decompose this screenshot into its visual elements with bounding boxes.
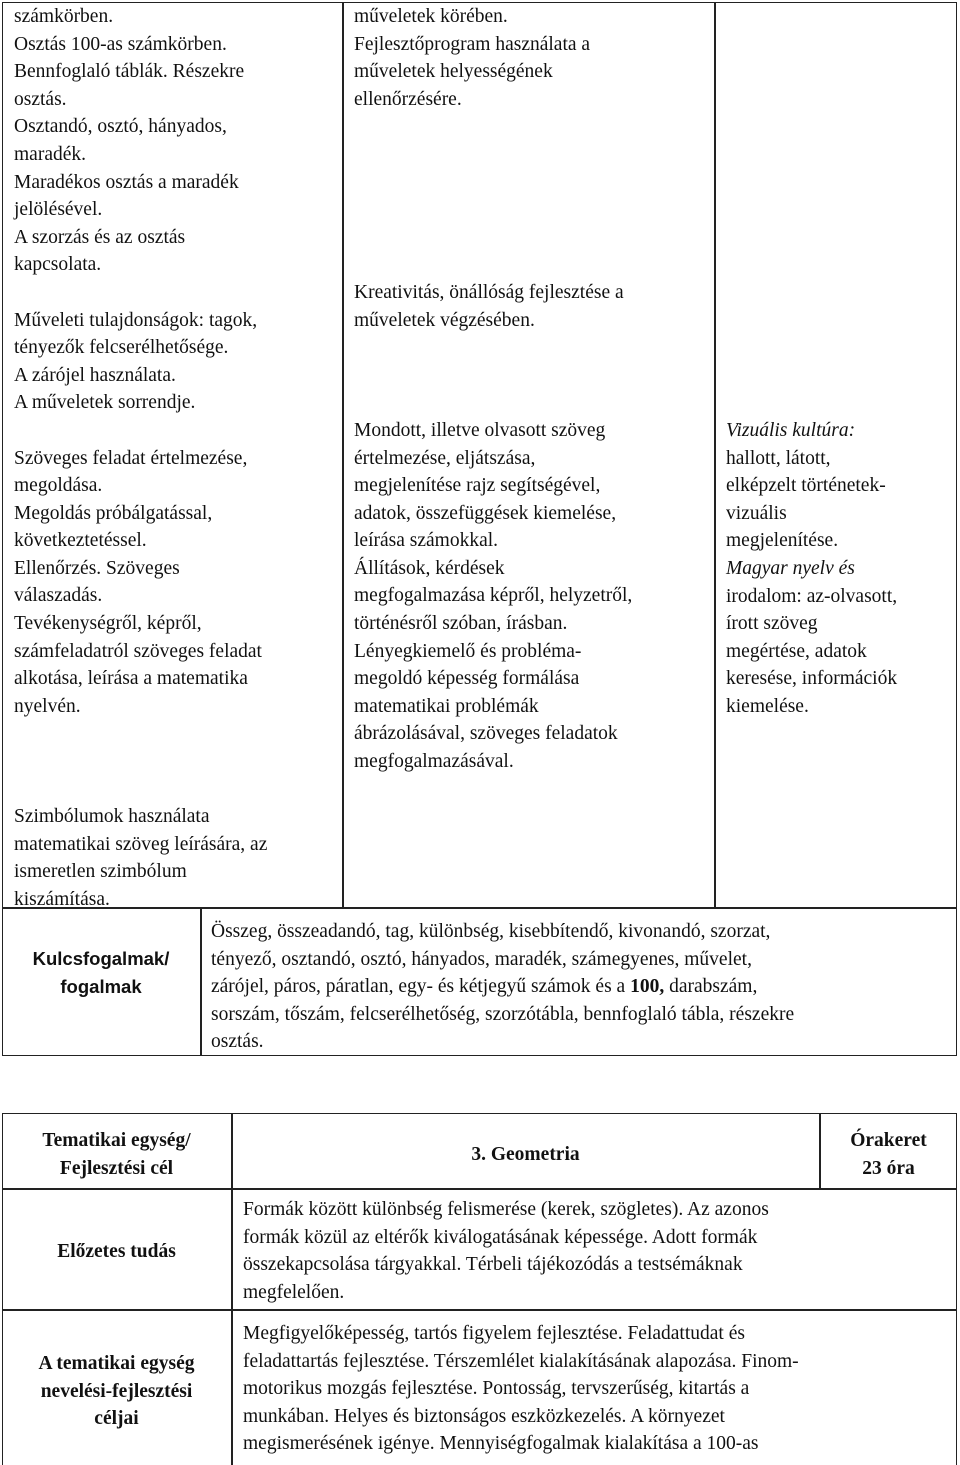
text-line: összekapcsolása tárgyakkal. Térbeli tájékozódás a testsémáknak	[243, 1254, 743, 1276]
text-line	[211, 973, 953, 1001]
bold-number: 100,	[630, 976, 665, 998]
text-line: műveletek helyességének	[354, 61, 553, 83]
text-line: Összeg, összeadandó, tag, különbség, kisebbítendő, kivonandó, szorzat,	[211, 921, 771, 942]
text-line: A szorzás és az osztás	[14, 226, 186, 248]
content-column	[14, 3, 338, 914]
text-line: műveletek végzésében.	[354, 309, 535, 331]
connections-column	[726, 417, 954, 721]
text-line: elképzelt történetek-	[726, 475, 886, 497]
text-line: válaszadás.	[14, 585, 103, 607]
elozetes-tudas-label: Előzetes tudás	[57, 1241, 176, 1262]
subject-label-vizualis: Vizuális kultúra:	[726, 420, 856, 441]
text-line: matematikai szöveg leírására, az	[14, 833, 268, 855]
text-line: nyelvén.	[14, 695, 81, 717]
text-line: kiemelése.	[726, 695, 809, 717]
text-line: megfogalmazása képről, helyzetről,	[354, 585, 633, 607]
text-line: osztás.	[14, 88, 67, 110]
elozetes-tudas-text	[243, 1196, 955, 1306]
text-line: Megoldás próbálgatással,	[14, 502, 213, 524]
label-line: A tematikai egység	[38, 1353, 195, 1374]
text-line: Mondott, illetve olvasott szöveg	[354, 419, 606, 441]
celjai-label	[2, 1350, 231, 1433]
text-line: Osztandó, osztó, hányados,	[14, 116, 227, 138]
text-line: Lényegkiemelő és probléma-	[354, 640, 582, 662]
text-line: megismerésének igénye. Mennyiségfogalmak kialakítása a 100-as	[243, 1433, 759, 1455]
label-line: céljai	[94, 1408, 139, 1430]
text-line: Szimbólumok használata	[14, 806, 210, 828]
text-line: Műveleti tulajdonságok: tagok,	[14, 309, 258, 331]
text-line: A műveletek sorrendje.	[14, 392, 196, 414]
text-line: tényezők felcserélhetősége.	[14, 337, 229, 359]
text-line: megfelelően.	[243, 1281, 345, 1303]
text-line: feladattartás fejlesztése. Térszemlélet kialakításának alapozása. Finom-	[243, 1350, 799, 1372]
text-line: matematikai problémák	[354, 695, 539, 717]
text-line: ábrázolásával, szöveges feladatok	[354, 723, 618, 745]
text-line: Tevékenységről, képről,	[14, 613, 202, 635]
text-line: Állítások, kérdések	[354, 557, 505, 579]
text-line: megjelenítése.	[726, 530, 839, 552]
text-line: Bennfoglaló táblák. Részekre	[14, 61, 245, 83]
orakeret-value: 23 óra	[862, 1157, 915, 1179]
text-line: motorikus mozgás fejlesztése. Pontosság, tervszerűség, kitartás a	[243, 1378, 750, 1400]
text-span: zárójel, páros, páratlan, egy- és kétjegyű számok és a	[211, 976, 631, 998]
label-line: nevelési-fejlesztési	[40, 1380, 193, 1402]
text-line: következtetéssel.	[14, 530, 147, 552]
text-line: megoldása.	[14, 475, 103, 497]
text-line: osztás.	[211, 1031, 264, 1053]
text-line: ellenőrzésére.	[354, 88, 462, 110]
text-line: sorszám, tőszám, felcserélhetőség, szorzótábla, bennfoglaló tábla, részekre	[211, 1003, 795, 1025]
tematikai-egyseg-label	[2, 1127, 231, 1182]
text-line: hallott, látott,	[726, 447, 831, 469]
text-line: vizuális	[726, 502, 787, 524]
text-line: Fejlesztőprogram használata a	[354, 33, 591, 55]
column-divider	[200, 907, 202, 1056]
text-line: jelölésével.	[14, 199, 103, 221]
text-line: Maradékos osztás a maradék	[14, 171, 239, 193]
unit-title: 3. Geometria	[471, 1144, 580, 1165]
column-divider	[714, 2, 716, 908]
text-line: megfogalmazásával.	[354, 751, 514, 773]
text-line: történésről szóban, írásban.	[354, 613, 568, 635]
text-line: Formák között különbség felismerése (kerek, szögletes). Az azonos	[243, 1199, 769, 1220]
kulcsfogalmak-text	[211, 918, 953, 1056]
orakeret-label	[820, 1127, 957, 1182]
text-line: megértése, adatok	[726, 640, 867, 662]
content-column	[354, 3, 710, 776]
row-divider	[2, 1188, 957, 1190]
text-line: formák közül az eltérők kiválogatásának képessége. Adott formák	[243, 1226, 758, 1248]
text-line: Megfigyelőképesség, tartós figyelem fejlesztése. Feladattudat és	[243, 1323, 745, 1344]
label-line: Tematikai egység/	[42, 1130, 191, 1151]
text-line: alkotása, leírása a matematika	[14, 668, 248, 690]
label-line: Fejlesztési cél	[59, 1157, 174, 1179]
text-line: kiszámítása.	[14, 889, 110, 910]
label-line: fogalmak	[60, 975, 142, 997]
text-line: munkában. Helyes és biztonságos eszközkezelés. A környezet	[243, 1405, 725, 1427]
label-line: Kulcsfogalmak/	[32, 948, 170, 969]
text-line: maradék.	[14, 143, 87, 165]
text-line: műveletek körében.	[354, 6, 508, 27]
kulcsfogalmak-label	[2, 945, 200, 1000]
text-line: Szöveges feladat értelmezése,	[14, 447, 248, 469]
row-divider	[2, 1309, 957, 1311]
text-line: értelmezése, eljátszása,	[354, 447, 536, 469]
text-span: darabszám,	[664, 976, 758, 998]
text-line: tényező, osztandó, osztó, hányados, maradék, számegyenes, művelet,	[211, 948, 752, 970]
text-line: keresése, információk	[726, 668, 898, 690]
label-line: Órakeret	[850, 1130, 927, 1151]
text-line: megjelenítése rajz segítségével,	[354, 475, 601, 497]
text-line: kapcsolata.	[14, 254, 102, 276]
text-line: megoldó képesség formálása	[354, 668, 580, 690]
text-line: Kreativitás, önállóság fejlesztése a	[354, 281, 624, 303]
text-line: leírása számokkal.	[354, 530, 499, 552]
column-divider	[342, 2, 344, 908]
text-line: írott szöveg	[726, 613, 818, 635]
subject-label-magyar: Magyar nyelv és	[726, 557, 855, 579]
text-line: Ellenőrzés. Szöveges	[14, 557, 180, 579]
text-line: Osztás 100-as számkörben.	[14, 33, 227, 55]
text-line: ismeretlen szimbólum	[14, 861, 187, 883]
celjai-text	[243, 1320, 955, 1458]
text-line: számfeladatról szöveges feladat	[14, 640, 262, 662]
text-line: számkörben.	[14, 6, 114, 27]
text-line: irodalom: az-olvasott,	[726, 585, 898, 607]
text-line: A zárójel használata.	[14, 364, 176, 386]
text-line: adatok, összefüggések kiemelése,	[354, 502, 617, 524]
